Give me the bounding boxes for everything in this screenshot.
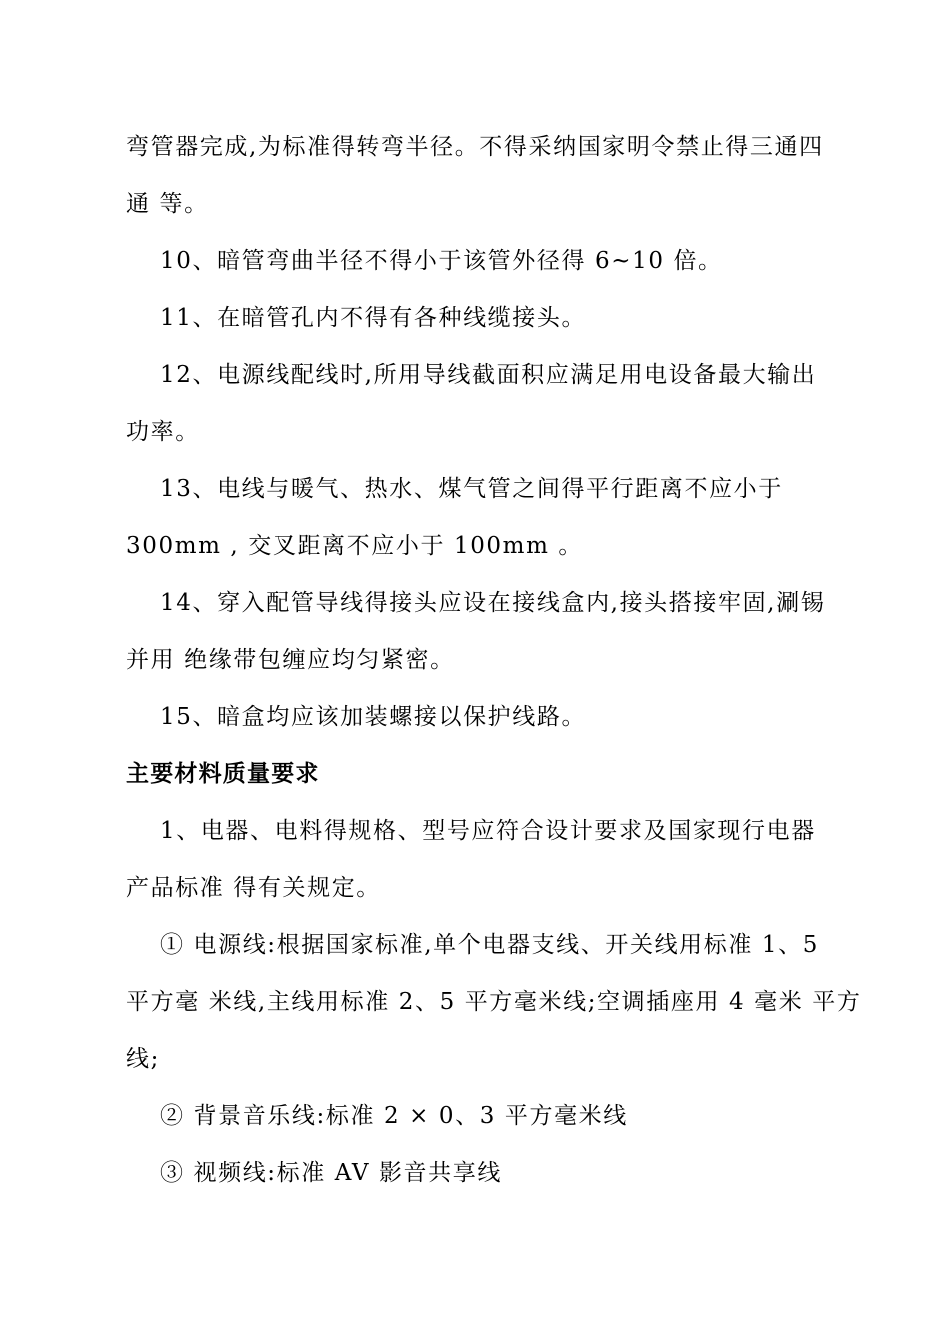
text-line-8: 300mm , 交叉距离不应小于 100mm 。	[126, 533, 583, 559]
text-line-6: 功率。	[126, 419, 200, 445]
text-line-18: ② 背景音乐线:标准 2 × 0、3 平方毫米线	[160, 1103, 628, 1129]
text-line-3: 10、暗管弯曲半径不得小于该管外径得 6~10 倍。	[160, 248, 723, 274]
text-line-11: 15、暗盒均应该加装螺接以保护线路。	[160, 704, 587, 730]
text-line-9: 14、穿入配管导线得接头应设在接线盒内,接头搭接牢固,涮锡	[160, 590, 826, 616]
text-line-15: ① 电源线:根据国家标准,单个电器支线、开关线用标准 1、5	[160, 932, 819, 958]
text-line-14: 产品标准 得有关规定。	[126, 875, 381, 901]
text-line-19: ③ 视频线:标准 AV 影音共享线	[160, 1160, 502, 1186]
text-line-1: 弯管器完成,为标准得转弯半径。不得采纳国家明令禁止得三通四	[126, 134, 824, 160]
text-line-16: 平方毫 米线,主线用标准 2、5 平方毫米线;空调插座用 4 毫米 平方	[126, 989, 862, 1015]
text-line-4: 11、在暗管孔内不得有各种线缆接头。	[160, 305, 587, 331]
text-line-7: 13、电线与暖气、热水、煤气管之间得平行距离不应小于	[160, 476, 783, 502]
text-line-5: 12、电源线配线时,所用导线截面积应满足用电设备最大输出	[160, 362, 817, 388]
text-line-17: 线;	[126, 1046, 160, 1072]
text-line-2: 通 等。	[126, 191, 209, 217]
text-line-13: 1、电器、电料得规格、型号应符合设计要求及国家现行电器	[160, 818, 816, 844]
section-heading: 主要材料质量要求	[126, 760, 320, 787]
text-line-10: 并用 绝缘带包缠应均匀紧密。	[126, 647, 455, 673]
